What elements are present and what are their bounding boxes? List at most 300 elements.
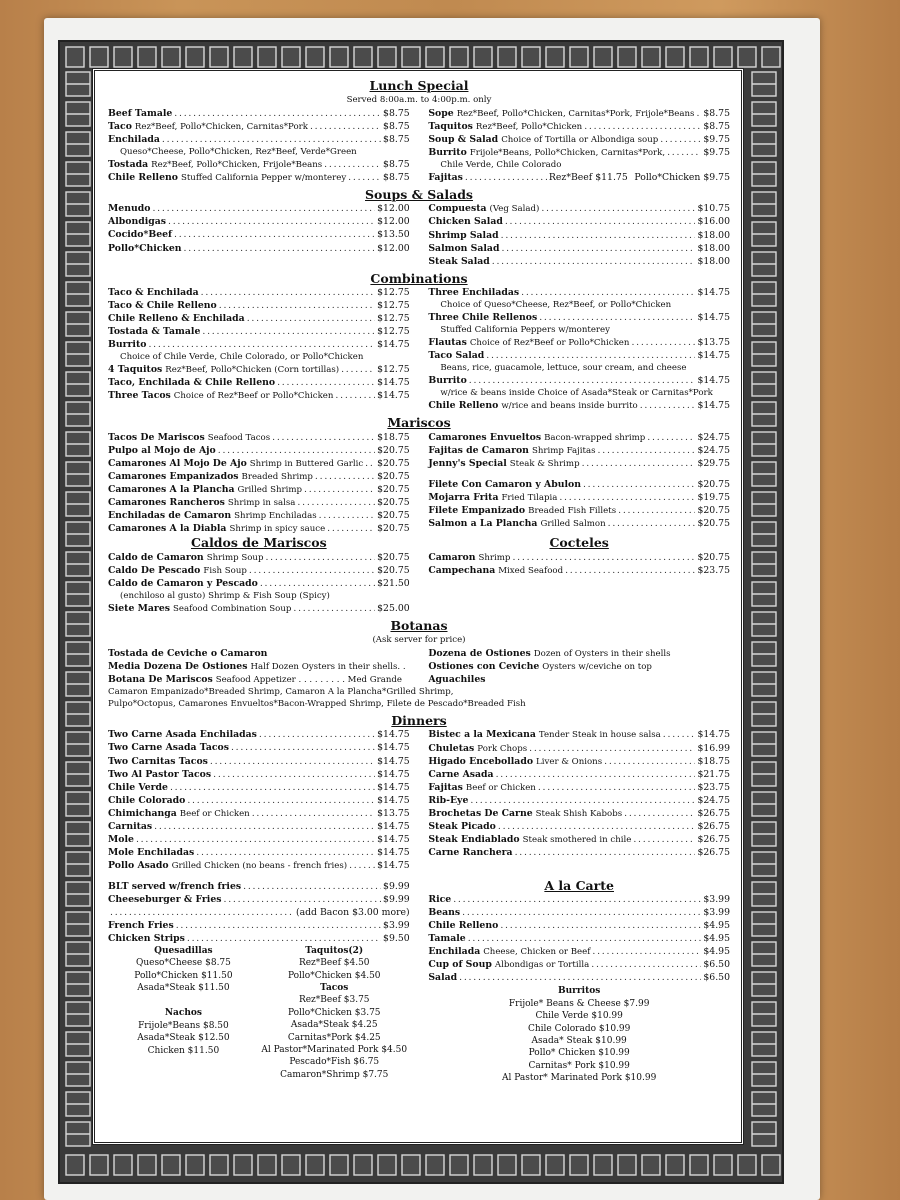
leader-dots [592,945,701,958]
leader-dots [512,551,695,564]
leader-dots [667,146,701,159]
section-title: A la Carte [544,877,614,893]
menu-item [108,120,410,133]
item-description: Steak Shish Kabobs [535,808,623,819]
leader-dots [148,338,375,351]
leader-dots [469,374,696,387]
leader-dots [249,564,375,577]
leader-dots [243,880,381,893]
leader-dots [647,431,695,444]
leader-dots [348,171,381,184]
leader-dots [174,107,381,120]
leader-dots [559,491,695,504]
soups-section [108,187,730,268]
item-name: Camarones Empanizados [108,471,239,483]
menu-item [428,107,730,120]
item-name: Taco & Chile Relleno [108,300,217,312]
leader-dots [501,229,696,242]
price-line: Pollo*Chicken $4.50 [287,970,381,981]
leader-dots [152,202,375,215]
item-price: $3.99 [703,894,730,906]
price-line: Frijole* Beans & Cheese $7.99 [508,998,650,1009]
item-name: Bistec a la Mexicana [428,729,536,741]
soups-left [108,202,410,267]
leader-dots [272,431,375,444]
leader-dots [335,389,375,402]
item-price: $12.00 [377,216,410,228]
price-line: Chile Colorado $10.99 [527,1023,631,1034]
price-line: Pollo*Chicken $3.75 [287,1007,381,1018]
leader-dots [304,483,375,496]
item-price: $14.75 [697,287,730,299]
menu-content [108,78,730,1138]
item-price: $14.75 [377,742,410,754]
item-name: Fajitas de Camaron [428,445,529,457]
leader-dots [162,133,381,146]
section-title: Botanas [390,618,448,634]
item-price: $26.75 [697,820,730,832]
leader-dots [202,325,375,338]
item-price: $14.75 [697,375,730,387]
item-price: $24.75 [697,794,730,806]
item-name: 4 Taquitos [108,364,163,376]
item-name: Salmon Salad [428,242,500,254]
leader-dots [218,444,375,457]
item-name: Mojarra Frita [428,492,499,504]
item-name: Botana De Mariscos [108,673,213,685]
item-price: $20.75 [697,505,730,517]
item-price: $8.75 [703,107,730,119]
item-name: Rice [428,894,452,906]
combos-right [428,286,730,412]
price-line: Asada*Steak $12.50 [137,1033,230,1044]
menu-item [108,919,410,932]
item-name: Compuesta [428,203,487,215]
item-price: $8.75 [383,107,410,119]
item-price: $14.75 [377,833,410,845]
menu-item [108,107,410,120]
subsection-title: Nachos [164,1008,202,1019]
leader-dots [324,158,381,171]
leader-dots [538,781,696,794]
item-description: Shrimp [478,552,511,563]
item-name: Pollo*Chicken [108,242,182,254]
item-description: Shrimp Enchiladas [234,511,317,522]
item-description: Albondigas or Tortilla [494,960,590,971]
item-price: $9.50 [383,932,410,944]
section-subtitle: Served 8:00a.m. to 4:00p.m. only [346,94,492,105]
menu-item [108,312,410,325]
price-line: Rez*Beef $4.50 [298,958,370,969]
section-title: Dinners [391,712,447,728]
leader-dots [496,768,696,781]
price-line: Camaron*Shrimp $7.75 [280,1069,389,1080]
menu-item [108,470,410,483]
menu-item [428,551,730,564]
menu-item [428,444,730,457]
item-name: Ostiones con Ceviche [428,660,540,672]
item-name: Cup of Soup [428,959,492,971]
item-description: Choice of Rez*Beef or Pollo*Chicken [173,391,334,402]
item-price: $9.99 [383,880,410,892]
item-description: Breaded Shrimp [241,472,313,483]
item-price: $20.75 [697,479,730,491]
item-name: Camarones Envueltos [428,432,542,444]
item-description: Steak smothered in chile [522,834,632,845]
item-description: w/rice and beans inside burrito [501,401,638,412]
item-description: Rez*Beef, Pollo*Chicken [475,121,583,132]
menu-item [428,491,730,504]
item-price: $24.75 [697,432,730,444]
menu-item [428,120,730,133]
item-description: Steak & Shrimp [509,459,580,470]
item-price: $8.75 [383,171,410,183]
item-name: Jenny's Special [428,458,507,470]
item-name: Caldo de Camaron y Pescado [108,577,258,589]
item-description: Choice of Rez*Beef or Pollo*Chicken [469,338,630,349]
price-line: Carnitas*Pork $4.25 [287,1032,381,1043]
menu-item [428,807,730,820]
dinners-right [428,728,730,871]
leader-dots [168,215,375,228]
item-name: Caldo De Pescado [108,564,201,576]
item-name: Caldo de Camaron [108,551,204,563]
item-description: Cheese, Chicken or Beef [483,947,591,958]
leader-dots [297,496,375,509]
leader-dots [231,741,375,754]
item-name: Flautas [428,337,467,349]
item-name: Carnitas [108,820,153,832]
item-name: Two Carne Asada Tacos [108,742,229,754]
menu-item [428,971,730,984]
leader-dots [470,794,695,807]
menu-item [108,807,410,820]
leader-dots [349,859,375,872]
item-name: Menudo [108,203,151,215]
item-name: Siete Mares [108,603,170,615]
item-name: Three Chile Rellenos [428,312,538,324]
leader-dots [219,299,375,312]
menu-item [108,551,410,564]
item-price: $18.75 [377,432,410,444]
item-note: Beans, rice, guacamole, lettuce, sour cream, and cheese [440,363,687,374]
item-name: Chile Verde [108,781,168,793]
item-price: $12.00 [377,203,410,215]
item-name: Chicken Strips [108,932,185,944]
item-name: Soup & Salad [428,133,499,145]
menu-item [428,171,730,184]
leader-dots [154,820,375,833]
item-price: $20.75 [697,518,730,530]
lunch-left [108,107,410,184]
item-price: $9.75 [703,133,730,145]
leader-dots [110,906,294,919]
menu-item [428,517,730,530]
menu-item [108,215,410,228]
bottom-section [108,877,730,1085]
menu-item [428,945,730,958]
menu-item [428,833,730,846]
item-description: Shrimp in spicy sauce [229,524,326,535]
item-price: $13.75 [377,807,410,819]
leader-dots [462,906,701,919]
item-name: Camarones A la Diabla [108,523,227,535]
item-name: Camarones Al Mojo De Ajo [108,458,247,470]
menu-item [108,376,410,389]
leader-dots [174,228,375,241]
item-name: Cocido*Beef [108,229,173,241]
item-price: $4.95 [703,933,730,945]
item-description: Shrimp in salsa [227,498,296,509]
menu-item [428,820,730,833]
item-price: $29.75 [697,458,730,470]
item-price: $26.75 [697,807,730,819]
section-title: Lunch Special [369,78,469,93]
menu-item [108,647,410,660]
item-name: Taquitos [428,120,473,132]
leader-dots [136,833,375,846]
item-price: $14.75 [377,729,410,741]
item-name: Beans [428,907,461,919]
combos-left [108,286,410,412]
menu-item [428,660,730,673]
item-description: Seafood Tacos [207,433,271,444]
leader-dots [515,846,696,859]
item-name: Salad [428,972,458,984]
item-price: $18.00 [697,255,730,267]
price-line: Rez*Beef $3.75 [298,995,370,1006]
menu-item [108,602,410,615]
burritos-section [428,985,730,1084]
menu-item [428,647,730,660]
price-line: Al Pastor*Marinated Pork $4.50 [261,1045,408,1055]
leader-dots [541,202,695,215]
menu-item [108,496,410,509]
leader-dots [265,551,375,564]
item-note: Queso*Cheese, Pollo*Chicken, Rez*Beef, Verde*Green [120,146,357,157]
menu-item [428,564,730,577]
item-name: Burrito [428,146,467,158]
leader-dots [176,919,381,932]
item-price: (add Bacon $3.00 more) [295,906,410,918]
menu-item [108,299,410,312]
leader-dots [259,728,375,741]
item-description: Shrimp Fajitas [531,446,596,457]
cocteles-section [428,535,730,615]
caldos-cocteles [108,535,730,615]
item-name: Carne Asada [428,768,494,780]
menu-item [108,171,410,184]
item-name: Chile Relleno & Enchilada [108,313,245,325]
item-description: Mixed Seafood [498,565,564,576]
leader-dots [310,120,381,133]
item-name: Cheeseburger & Fries [108,893,222,905]
item-description: Bacon-wrapped shrimp [544,433,646,444]
item-price: $9.99 [383,893,410,905]
item-price: $20.75 [377,551,410,563]
leader-dots [582,457,696,470]
item-price: $4.95 [703,920,730,932]
item-name: Fajitas [428,781,463,793]
leader-dots [468,932,702,945]
subsection-title: Quesadillas [154,945,213,956]
menu-item [108,673,410,686]
item-name: Three Tacos [108,390,171,402]
leader-dots [341,363,375,376]
leader-dots [486,349,695,362]
item-price: $18.75 [697,755,730,767]
leader-dots [501,242,695,255]
menu-item [428,229,730,242]
botana-description: Camaron Empanizado*Breaded Shrimp, Camaron A la Plancha*Grilled Shrimp, [108,686,454,697]
leader-dots [521,286,695,299]
item-price: $14.75 [377,390,410,402]
item-price: $20.75 [377,484,410,496]
item-name: Enchiladas de Camaron [108,510,232,522]
menu-item [428,906,730,919]
menu-item [428,336,730,349]
menu-item [428,504,730,517]
leader-dots [293,602,375,615]
menu-item [428,242,730,255]
item-price: $20.75 [697,551,730,563]
item-description: Seafood Appetizer . . . . . . . . . Med Grande [215,674,403,685]
bottom-left [108,880,410,1085]
item-name: Carne Ranchera [428,846,513,858]
item-price: $14.75 [377,768,410,780]
item-price: $14.75 [377,794,410,806]
menu-item [428,755,730,768]
item-price: $16.00 [697,216,730,228]
leader-dots [210,755,375,768]
leader-dots [252,807,375,820]
item-price: $12.75 [377,300,410,312]
item-name: Beef Tamale [108,107,173,119]
leader-dots [319,509,375,522]
item-description: Choice of Tortilla or Albondiga soup [501,134,659,145]
menu-item [108,133,410,146]
subsection-title: Burritos [558,986,601,997]
menu-item [108,781,410,794]
item-price: $8.75 [383,120,410,132]
menu-item [428,457,730,470]
item-price: Rez*Beef $11.75 [548,171,628,183]
item-price: $20.75 [377,564,410,576]
item-price: $12.75 [377,364,410,376]
menu-item [108,228,410,241]
item-price: $20.75 [377,458,410,470]
section-title: Combinations [370,270,468,286]
botanas-section [108,618,730,710]
menu-item [108,431,410,444]
item-name: Pulpo al Mojo de Ajo [108,445,216,457]
item-description: Beef or Chicken [179,808,250,819]
item-name: Burrito [428,375,467,387]
leader-dots [539,311,695,324]
section-title: Mariscos [387,415,451,431]
item-price: $23.75 [697,564,730,576]
leader-dots [196,846,375,859]
item-price: $12.00 [377,242,410,254]
price-line: Pollo*Chicken $11.50 [134,970,233,981]
mariscos-left [108,431,410,535]
menu-item [108,728,410,741]
item-price: $6.50 [703,959,730,971]
item-price: $20.75 [377,523,410,535]
item-name: Media Dozena De Ostiones [108,660,248,672]
item-price: $4.95 [703,946,730,958]
item-name: Camaron [428,551,476,563]
price-line: Pescado*Fish $6.75 [289,1057,380,1068]
item-description: Dozen of Oysters in their shells [533,648,671,659]
item-name: Mole [108,833,134,845]
leader-dots [170,781,375,794]
menu-item [108,755,410,768]
mariscos-right [428,431,730,535]
soups-right [428,202,730,267]
price-line: Chile Verde $10.99 [535,1011,623,1022]
menu-item [108,741,410,754]
item-description: Grilled Chicken (no beans - french fries) [171,860,348,871]
price-line: Carnitas* Pork $10.99 [528,1060,630,1071]
menu-item [428,794,730,807]
lunch-right [428,107,730,184]
item-description: Stuffed California Pepper w/monterey [180,172,347,183]
subsection-title: Taquitos(2) [305,945,364,956]
leader-dots [618,504,695,517]
item-name: Steak Endiablado [428,833,520,845]
item-name: Steak Salad [428,255,490,267]
leader-dots [529,742,695,755]
item-name: Chile Relleno [108,171,178,183]
menu-item [428,728,730,741]
leader-dots [608,517,696,530]
leader-dots [498,820,696,833]
leader-dots [583,478,696,491]
item-description: Seafood Combination Soup [172,604,292,615]
item-price: $20.75 [377,510,410,522]
menu-item [108,768,410,781]
item-price: $3.99 [383,919,410,931]
item-price: $14.75 [377,820,410,832]
item-name: Chile Relleno [428,400,499,412]
leader-dots [505,215,696,228]
leader-dots [453,893,701,906]
section-title: Cocteles [549,535,609,551]
leader-dots [633,833,695,846]
menu-item [428,673,730,686]
menu-item [108,577,410,590]
leader-dots [187,932,381,945]
menu-item [428,349,730,362]
item-price: $13.50 [377,229,410,241]
item-description: Rez*Beef, Pollo*Chicken, Carnitas*Pork, Frijole*Beans [456,108,695,119]
menu-item [108,509,410,522]
menu-item [428,255,730,268]
price-line: Al Pastor* Marinated Pork $10.99 [502,1073,657,1084]
item-price: $8.75 [383,158,410,170]
item-name: Chimichanga [108,807,177,819]
item-name: Two Carne Asada Enchiladas [108,729,257,741]
item-name: Filete Empanizado [428,505,526,517]
price-line: Frijole*Beans $8.50 [138,1020,229,1031]
leader-dots [591,958,701,971]
item-name: Enchilada [108,133,160,145]
menu-item [108,483,410,496]
leader-dots [201,286,375,299]
item-price: $21.75 [697,768,730,780]
mariscos-section [108,415,730,535]
